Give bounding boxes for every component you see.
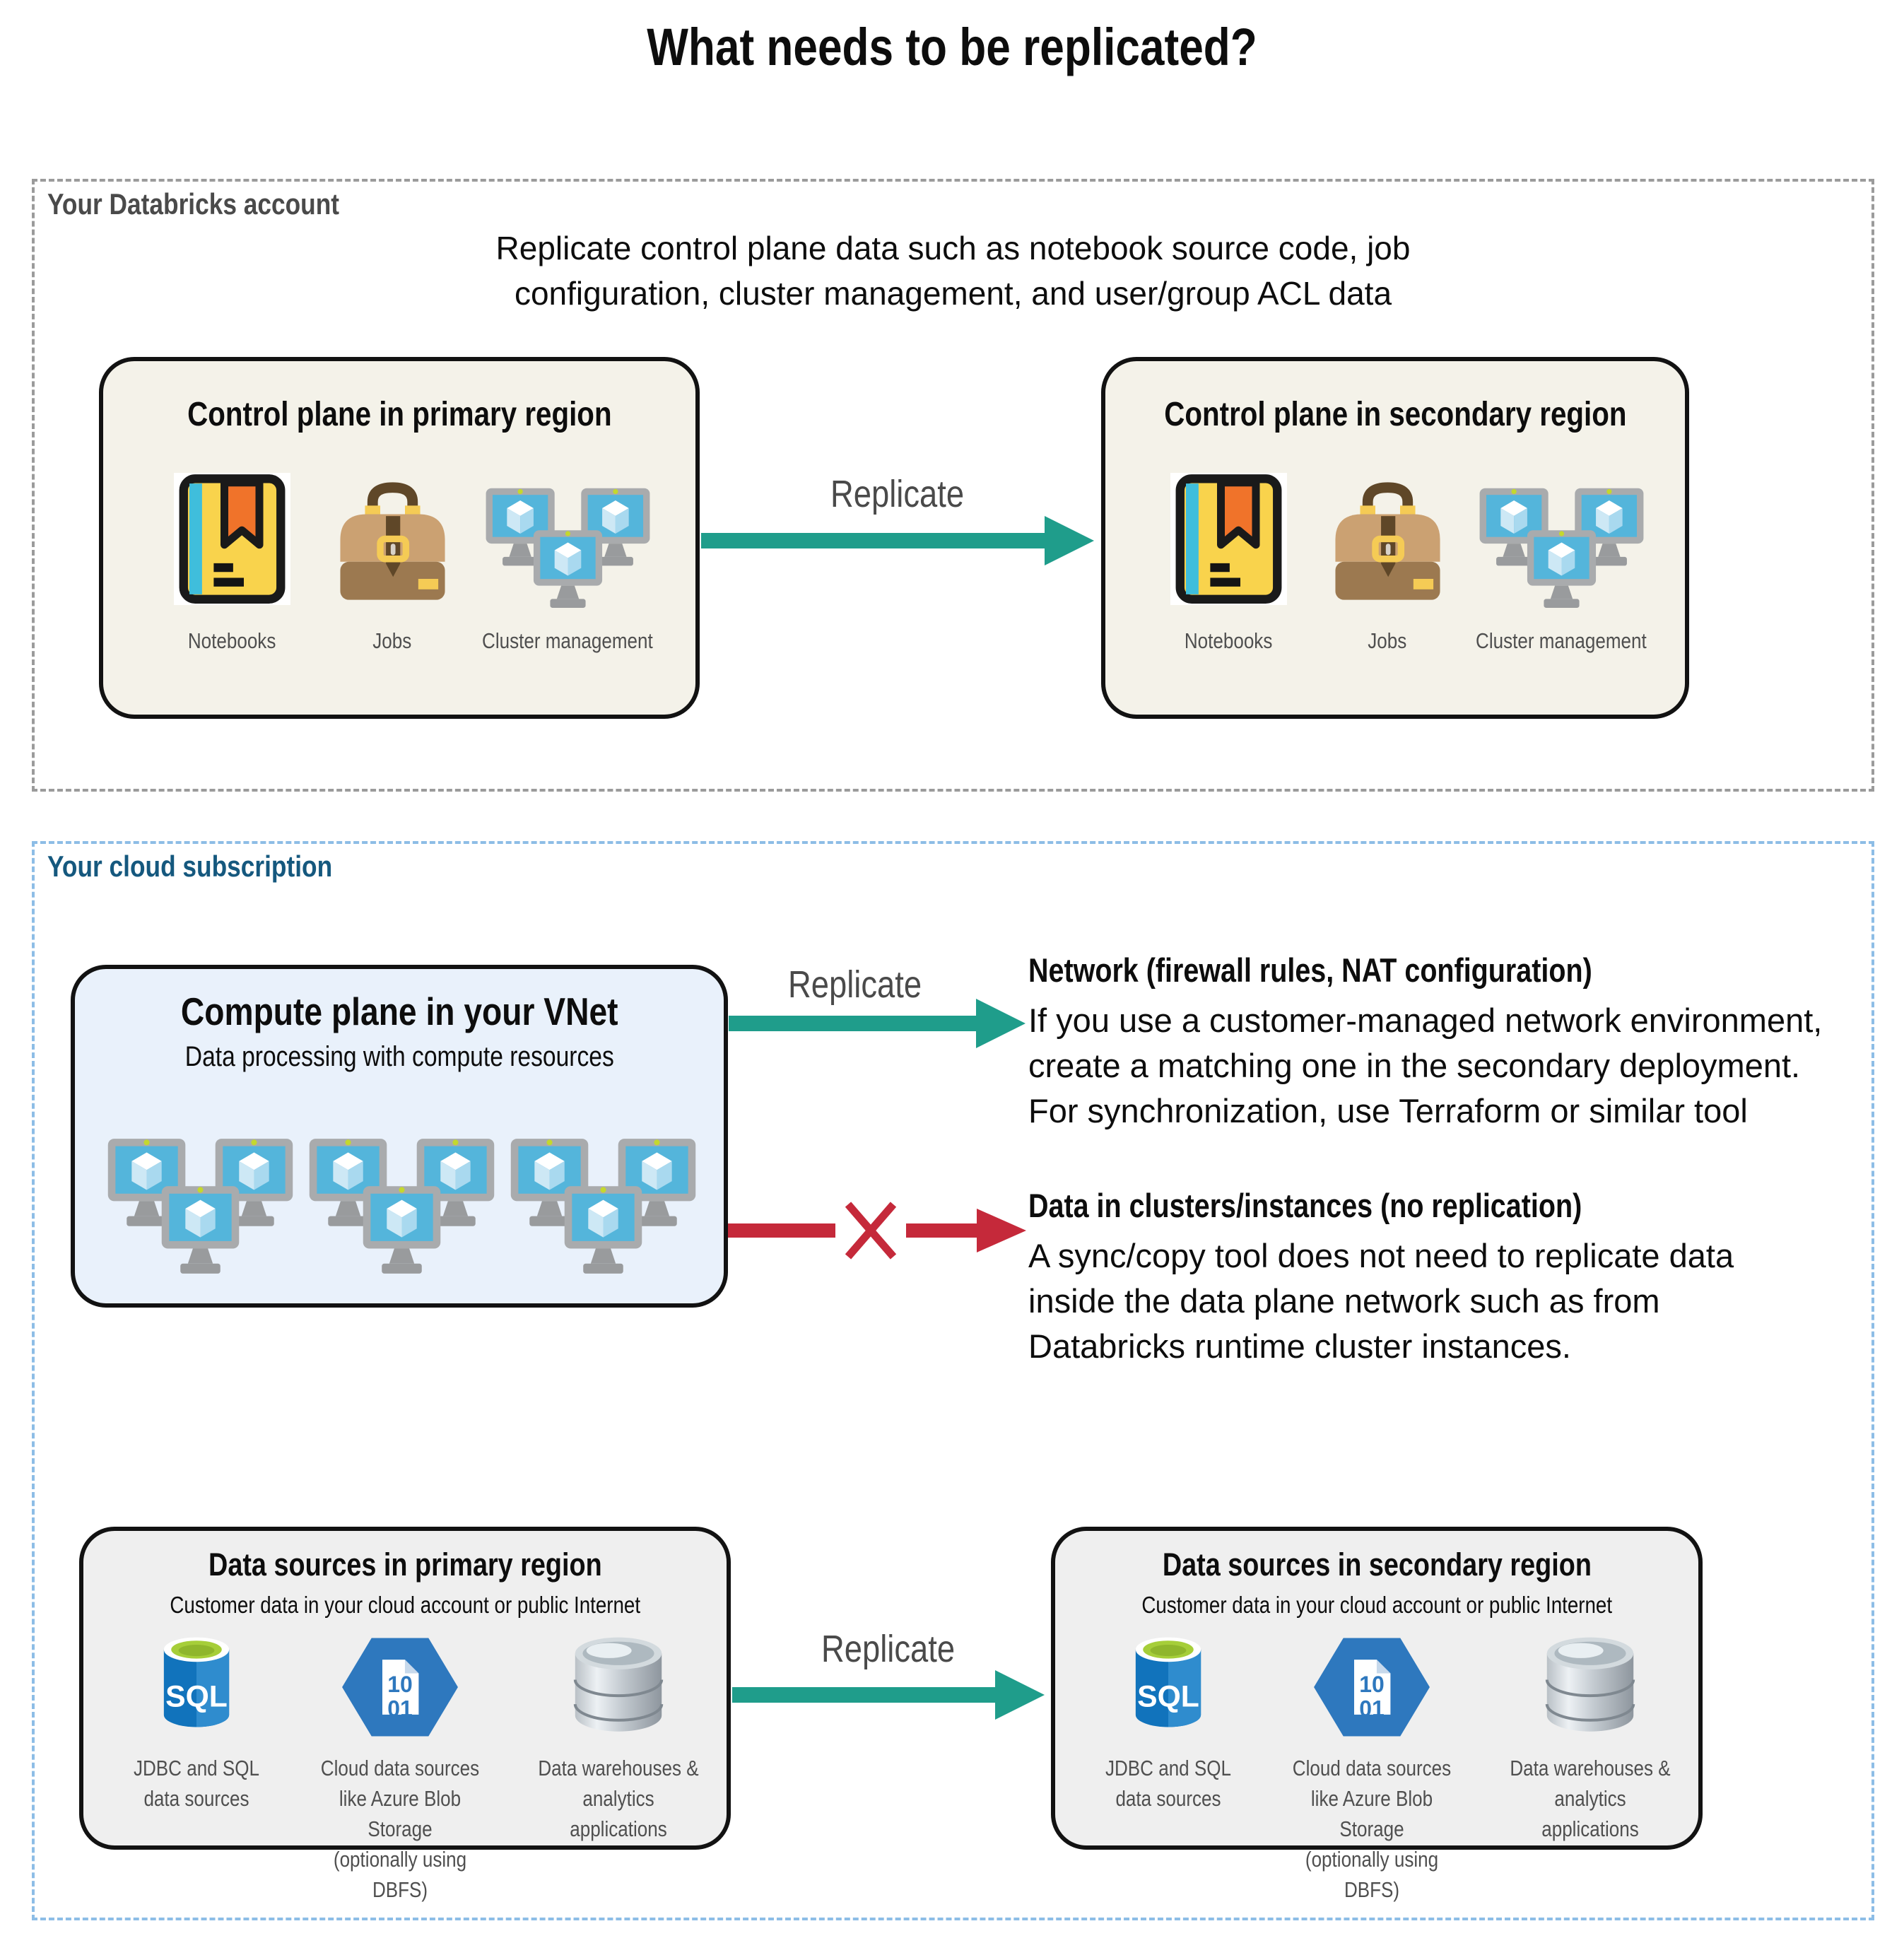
data-sources-secondary-title: Data sources in secondary region [1162,1546,1592,1583]
network-note-line: create a matching one in the secondary deployment. [1028,1047,1801,1084]
network-note-line: For synchronization, use Terraform or similar tool [1028,1092,1748,1129]
control-plane-secondary-box [1101,357,1689,719]
sql-database-icon [1126,1630,1211,1739]
replicate-label-data-sources: Replicate [821,1628,956,1670]
control-plane-primary-title: Control plane in primary region [187,396,612,433]
replicate-arrow-data-sources [732,1670,1045,1720]
cloud-subscription-label: Your cloud subscription [47,850,333,883]
replicate-arrow-control-plane [701,516,1094,565]
notebooks-caption: Notebooks [1184,628,1273,653]
cluster-management-caption: Cluster management [1476,628,1647,653]
cluster-management-caption: Cluster management [482,628,653,653]
compute-cluster-icon [107,1137,294,1280]
jobs-briefcase-icon [331,480,454,604]
data-sources-secondary-box [1051,1527,1703,1902]
notebook-icon [1170,473,1287,605]
data-sources-subtitle: Customer data in your cloud account or public Internet [170,1592,640,1618]
page-title: What needs to be replicated? [647,18,1257,76]
jobs-caption: Jobs [1368,628,1407,653]
network-note [1028,951,1822,1134]
cluster-management-icon [1479,487,1645,614]
x-mark [848,1204,893,1257]
replicate-label-network: Replicate [788,963,922,1006]
cloud-data-source-icon [1312,1634,1432,1740]
compute-plane-title: Compute plane in your VNet [180,990,618,1033]
cluster-management-icon [485,487,651,614]
data-sources-subtitle: Customer data in your cloud account or public Internet [1141,1592,1612,1618]
no-replication-line: A sync/copy tool does not need to replicate data [1028,1237,1734,1274]
replicate-label-control-plane: Replicate [830,473,965,515]
jdbc-caption: JDBC and SQL data sources [133,1756,260,1811]
compute-plane-subtitle: Data processing with compute resources [184,1041,614,1072]
cloud-data-caption: Cloud data sources like Azure Blob Storage (optionally using DBFS) [320,1756,480,1902]
warehouse-caption: Data warehouses & analytics applications [1510,1756,1671,1841]
jobs-briefcase-icon [1326,480,1450,604]
no-replication-line: Databricks runtime cluster instances. [1028,1327,1571,1365]
replicate-arrow-network [728,999,1026,1048]
data-warehouse-icon [1534,1627,1647,1744]
jobs-caption: Jobs [372,628,412,653]
compute-plane-box [71,965,728,1308]
control-plane-primary-box [99,357,700,719]
cloud-data-source-icon [340,1634,460,1740]
compute-cluster-icon [308,1137,495,1280]
warehouse-caption: Data warehouses & analytics applications [538,1756,699,1841]
no-replication-heading: Data in clusters/instances (no replication) [1028,1187,1582,1224]
notebook-icon [174,473,290,605]
no-replication-line: inside the data plane network such as from [1028,1282,1660,1320]
databricks-account-label: Your Databricks account [47,187,340,221]
notebooks-caption: Notebooks [187,628,276,653]
network-note-line: If you use a customer-managed network environment, [1028,1002,1823,1039]
data-sources-primary-box [79,1527,731,1902]
replication-intro-text: Replicate control plane data such as notebook source code, job configuration, cluster management, and user/group ACL data [495,230,1411,312]
no-replication-note [1028,1186,1734,1369]
data-warehouse-icon [562,1627,675,1744]
sql-database-icon [154,1630,239,1739]
no-replication-arrow [728,1200,1026,1260]
jdbc-caption: JDBC and SQL data sources [1105,1756,1232,1811]
control-plane-secondary-title: Control plane in secondary region [1163,396,1627,433]
compute-cluster-icon [510,1137,697,1280]
data-sources-primary-title: Data sources in primary region [208,1546,602,1583]
cloud-data-caption: Cloud data sources like Azure Blob Storage (optionally using DBFS) [1292,1756,1452,1902]
network-note-heading: Network (firewall rules, NAT configuration) [1028,951,1592,989]
